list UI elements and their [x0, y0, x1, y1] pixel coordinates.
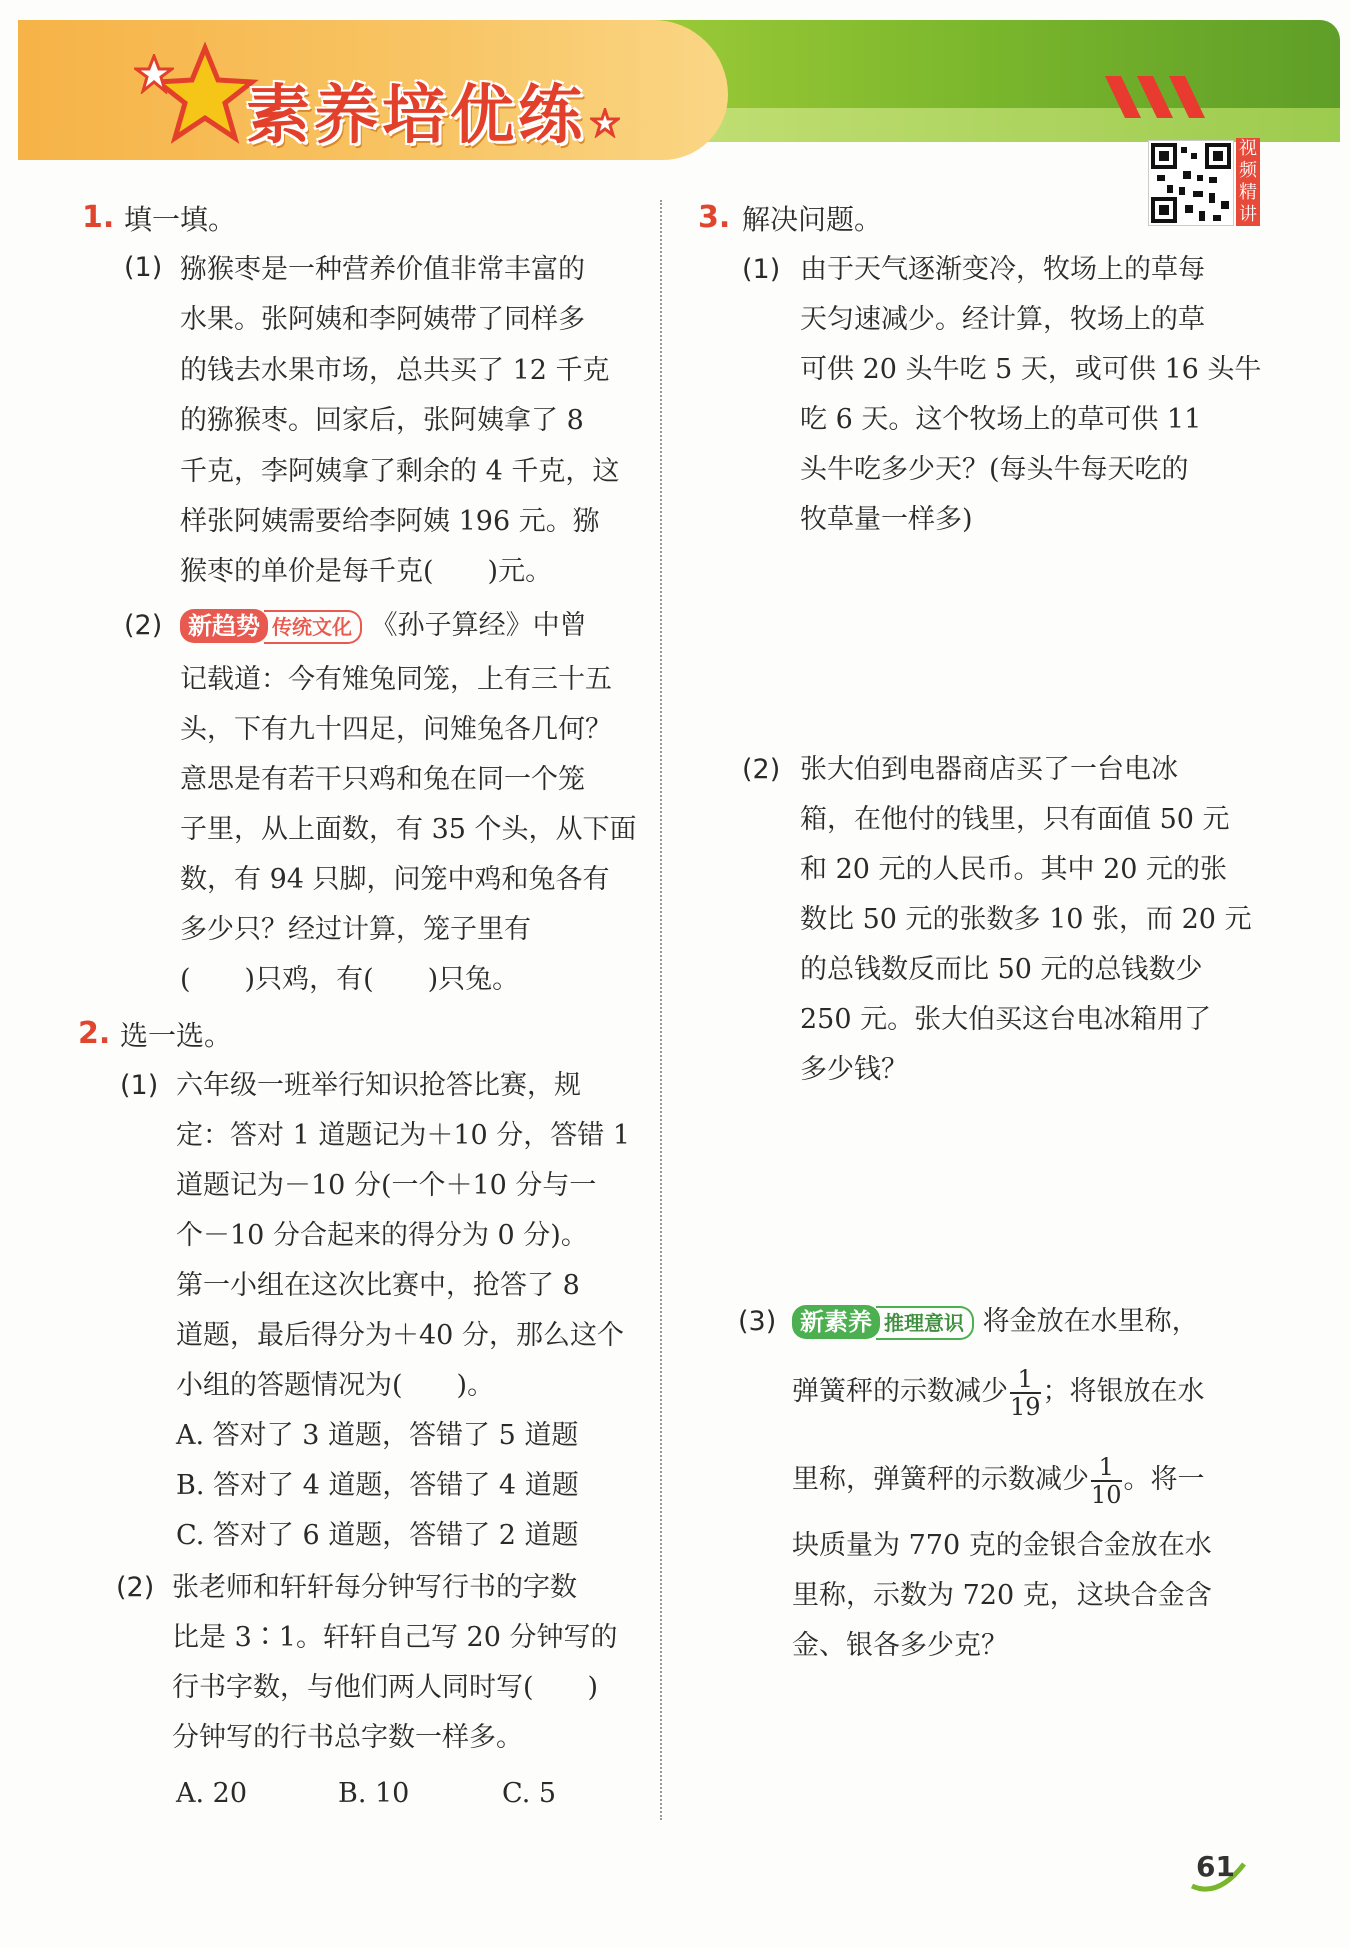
q3-3-label: (3)	[738, 1306, 777, 1337]
q2-2-option-a[interactable]: A. 20	[176, 1778, 248, 1809]
q3-3-line3-post: 。将一	[1123, 1464, 1205, 1495]
q3-3-line-3	[792, 1452, 1205, 1508]
q2-1-option-a[interactable]: A. 答对了 3 道题，答错了 5 道题	[176, 1420, 579, 1451]
fraction-1-10	[1091, 1454, 1122, 1508]
q2-2-line: 分钟写的行书总字数一样多。	[172, 1722, 523, 1753]
q2-1-line: 定：答对 1 道题记为＋10 分，答错 1	[176, 1120, 631, 1151]
q1-2-line: 记载道：今有雉兔同笼，上有三十五	[180, 664, 612, 695]
q1-2-line: 子里，从上面数，有 35 个头，从下面	[180, 814, 637, 845]
decorative-slashes-icon	[1105, 76, 1235, 126]
q2-2-option-b[interactable]: B. 10	[338, 1778, 410, 1809]
q3-2-line: 箱，在他付的钱里，只有面值 50 元	[800, 804, 1230, 835]
q3-3-line: 里称，示数为 720 克，这块合金含	[792, 1580, 1212, 1611]
q3-3-line2-pre: 弹簧秤的示数减少	[792, 1376, 1008, 1407]
q3-1-line: 天匀速减少。经计算，牧场上的草	[800, 304, 1205, 335]
page-number: 61	[1196, 1850, 1235, 1883]
qr-code[interactable]	[1148, 140, 1234, 226]
small-star-icon	[134, 54, 174, 94]
small-star-icon	[590, 108, 620, 138]
q1-1-line: 水果。张阿姨和李阿姨带了同样多	[180, 304, 585, 335]
tag-traditional-culture: 传统文化	[264, 610, 362, 644]
q2-1-label: (1)	[120, 1070, 159, 1101]
q3-2-line: 的总钱数反而比 50 元的总钱数少	[800, 954, 1203, 985]
q1-1-line: 的钱去水果市场，总共买了 12 千克	[180, 355, 610, 386]
q2-1-option-c[interactable]: C. 答对了 6 道题，答错了 2 道题	[176, 1520, 579, 1551]
q2-1-line: 道题，最后得分为＋40 分，那么这个	[176, 1320, 624, 1351]
q3-2-line: 多少钱？	[800, 1054, 908, 1085]
q3-1-label: (1)	[742, 254, 781, 285]
q1-2-line: 数，有 94 只脚，问笼中鸡和兔各有	[180, 864, 610, 895]
fraction-1-19	[1010, 1366, 1041, 1420]
q3-1-line: 由于天气逐渐变冷，牧场上的草每	[800, 254, 1205, 285]
q2-1-line: 小组的答题情况为( )。	[176, 1370, 495, 1401]
q3-2-line: 数比 50 元的张数多 10 张，而 20 元	[800, 904, 1252, 935]
q2-2-line: 张老师和轩轩每分钟写行书的字数	[172, 1572, 577, 1603]
q1-1-line: 猕猴枣是一种营养价值非常丰富的	[180, 254, 585, 285]
fraction-denominator: 10	[1091, 1480, 1122, 1509]
q1-2-line-rest: 《孙子算经》中曾	[370, 610, 587, 641]
q3-3-line: 块质量为 770 克的金银合金放在水	[792, 1530, 1212, 1561]
section-title-1: 填一填。	[124, 203, 237, 236]
fraction-denominator: 19	[1010, 1392, 1041, 1421]
q3-1-line: 头牛吃多少天？(每头牛每天吃的	[800, 454, 1189, 485]
q1-1-line: 千克，李阿姨拿了剩余的 4 千克，这	[180, 456, 620, 487]
q3-1-line: 牧草量一样多)	[800, 504, 973, 535]
fraction-numerator: 1	[1091, 1454, 1122, 1482]
section-number-2: 2.	[78, 1016, 111, 1051]
q1-2-first-line	[180, 606, 587, 646]
section-number-1: 1.	[82, 200, 115, 235]
q3-3-line: 金、银各多少克？	[792, 1630, 1008, 1661]
q3-3-line-rest: 将金放在水里称，	[982, 1306, 1199, 1337]
q3-3-line3-pre: 里称，弹簧秤的示数减少	[792, 1464, 1089, 1495]
q3-2-line: 和 20 元的人民币。其中 20 元的张	[800, 854, 1228, 885]
q1-1-line: 的猕猴枣。回家后，张阿姨拿了 8	[180, 405, 584, 436]
q3-3-line-2	[792, 1364, 1205, 1420]
q3-1-line: 吃 6 天。这个牧场上的草可供 11	[800, 404, 1202, 435]
tag-new-trend: 新趋势	[180, 609, 268, 643]
q1-1-label: (1)	[124, 252, 163, 283]
q1-2-label: (2)	[124, 610, 163, 641]
section-title-3: 解决问题。	[742, 203, 883, 236]
q1-1-line: 猴枣的单价是每千克( )元。	[180, 556, 553, 587]
q3-2-line: 张大伯到电器商店买了一台电冰	[800, 754, 1178, 785]
section-number-3: 3.	[698, 200, 731, 235]
q3-2-line: 250 元。张大伯买这台电冰箱用了	[800, 1004, 1212, 1035]
q2-2-line: 行书字数，与他们两人同时写( )	[172, 1672, 599, 1703]
q3-3-first-line	[792, 1302, 1199, 1342]
q2-1-line: 第一小组在这次比赛中，抢答了 8	[176, 1270, 580, 1301]
q3-1-line: 可供 20 头牛吃 5 天，或可供 16 头牛	[800, 354, 1262, 385]
page-title: 素养培优练	[246, 79, 586, 153]
qr-label: 视频精讲	[1236, 138, 1260, 226]
section-title-2: 选一选。	[120, 1019, 233, 1052]
tag-reasoning: 推理意识	[876, 1306, 974, 1340]
q3-3-line2-post: ；将银放在水	[1042, 1376, 1205, 1407]
fraction-numerator: 1	[1010, 1366, 1041, 1394]
q1-2-line: ( )只鸡，有( )只兔。	[180, 964, 520, 995]
q3-2-label: (2)	[742, 754, 781, 785]
q2-2-label: (2)	[116, 1572, 155, 1603]
q2-1-line: 六年级一班举行知识抢答比赛，规	[176, 1070, 581, 1101]
q2-2-line: 比是 3∶1。轩轩自己写 20 分钟写的	[172, 1622, 618, 1653]
q1-2-line: 多少只？经过计算，笼子里有	[180, 914, 531, 945]
qr-code-icon	[1149, 141, 1233, 225]
q1-2-line: 意思是有若干只鸡和兔在同一个笼	[180, 764, 585, 795]
q2-1-line: 道题记为－10 分(一个＋10 分与一	[176, 1170, 597, 1201]
q2-1-option-b[interactable]: B. 答对了 4 道题，答错了 4 道题	[176, 1470, 579, 1501]
q1-1-line: 样张阿姨需要给李阿姨 196 元。猕	[180, 506, 600, 537]
q2-2-option-c[interactable]: C. 5	[502, 1778, 557, 1809]
column-divider	[660, 200, 662, 1820]
q1-2-line: 头，下有九十四足，问雉兔各几何？	[180, 714, 612, 745]
tag-new-literacy: 新素养	[792, 1305, 880, 1339]
q2-1-line: 个－10 分合起来的得分为 0 分)。	[176, 1220, 588, 1251]
